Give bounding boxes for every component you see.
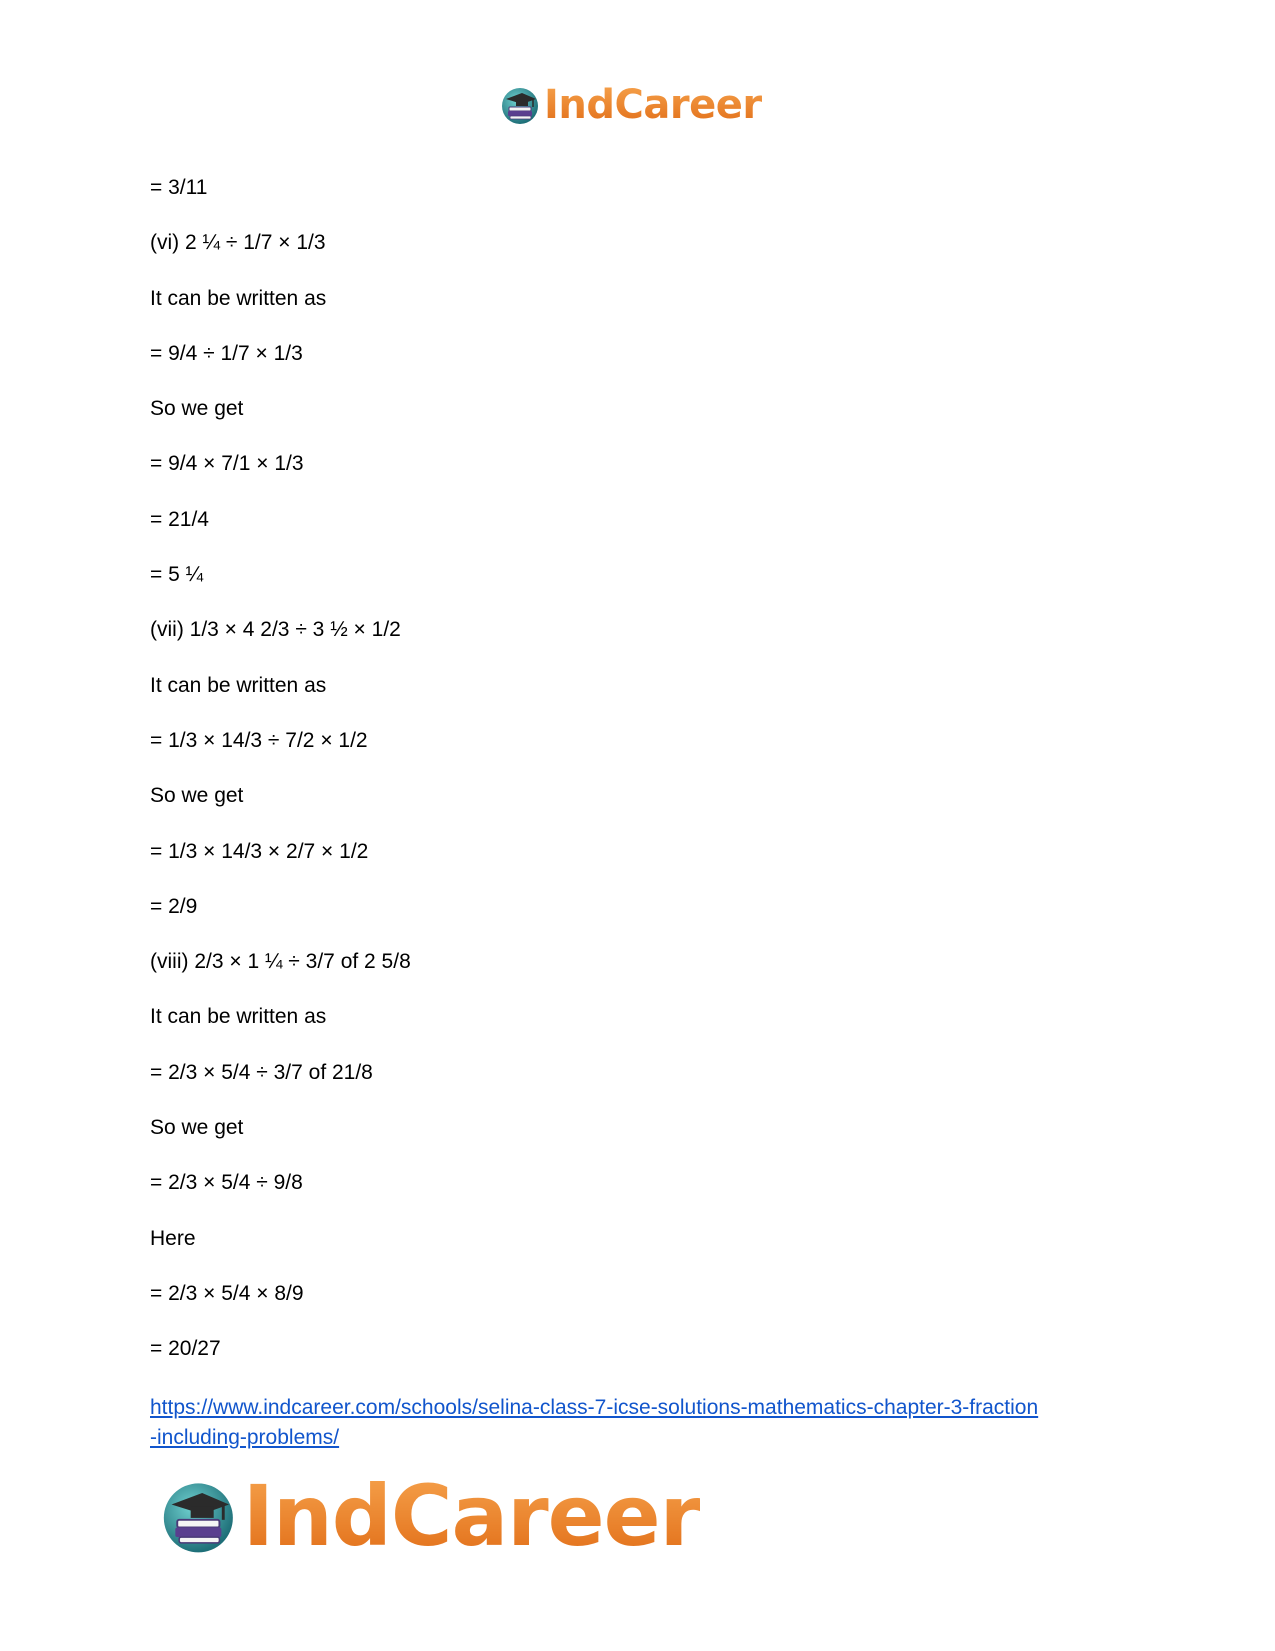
solution-line: = 1/3 × 14/3 ÷ 7/2 × 1/2 bbox=[150, 728, 368, 752]
solution-line: = 2/3 × 5/4 ÷ 3/7 of 21/8 bbox=[150, 1060, 373, 1084]
solution-line: = 21/4 bbox=[150, 507, 209, 531]
solution-line: = 2/3 × 5/4 × 8/9 bbox=[150, 1281, 304, 1305]
footer-logo bbox=[160, 1468, 700, 1564]
question-line: (viii) 2/3 × 1 ¼ ÷ 3/7 of 2 5/8 bbox=[150, 950, 411, 974]
solution-line: Here bbox=[150, 1226, 196, 1250]
solution-line: It can be written as bbox=[150, 286, 327, 310]
question-line: (vii) 1/3 × 4 2/3 ÷ 3 ½ × 1/2 bbox=[150, 618, 401, 642]
solution-line: It can be written as bbox=[150, 1005, 327, 1029]
footer-logo-text: IndCareer bbox=[242, 1467, 700, 1565]
solution-line: = 5 ¼ bbox=[150, 563, 204, 587]
solution-line: = 1/3 × 14/3 × 2/7 × 1/2 bbox=[150, 839, 369, 863]
source-link-line-2: -including-problems/ bbox=[150, 1426, 340, 1449]
solution-line: = 2/9 bbox=[150, 894, 198, 918]
solution-line: = 9/4 × 7/1 × 1/3 bbox=[150, 452, 304, 476]
solution-line: So we get bbox=[150, 784, 244, 808]
source-link[interactable] bbox=[150, 1393, 1130, 1453]
solution-line: It can be written as bbox=[150, 673, 327, 697]
solution-line: = 20/27 bbox=[150, 1337, 221, 1361]
source-link-line-1: https://www.indcareer.com/schools/selina-class-7-icse-solutions-mathematics-chapter-3-fraction bbox=[150, 1396, 1039, 1419]
solution-line: So we get bbox=[150, 397, 244, 421]
solution-line: = 3/11 bbox=[150, 176, 208, 199]
header-logo-text: IndCareer bbox=[544, 82, 762, 128]
graduation-books-globe-icon bbox=[160, 1475, 237, 1557]
graduation-books-globe-icon bbox=[500, 85, 540, 125]
question-line: (vi) 2 ¼ ÷ 1/7 × 1/3 bbox=[150, 231, 326, 255]
solution-line: So we get bbox=[150, 1116, 244, 1140]
solution-content bbox=[150, 175, 1130, 1392]
solution-line: = 9/4 ÷ 1/7 × 1/3 bbox=[150, 341, 303, 365]
header-logo bbox=[500, 80, 780, 130]
solution-line: = 2/3 × 5/4 ÷ 9/8 bbox=[150, 1171, 303, 1195]
